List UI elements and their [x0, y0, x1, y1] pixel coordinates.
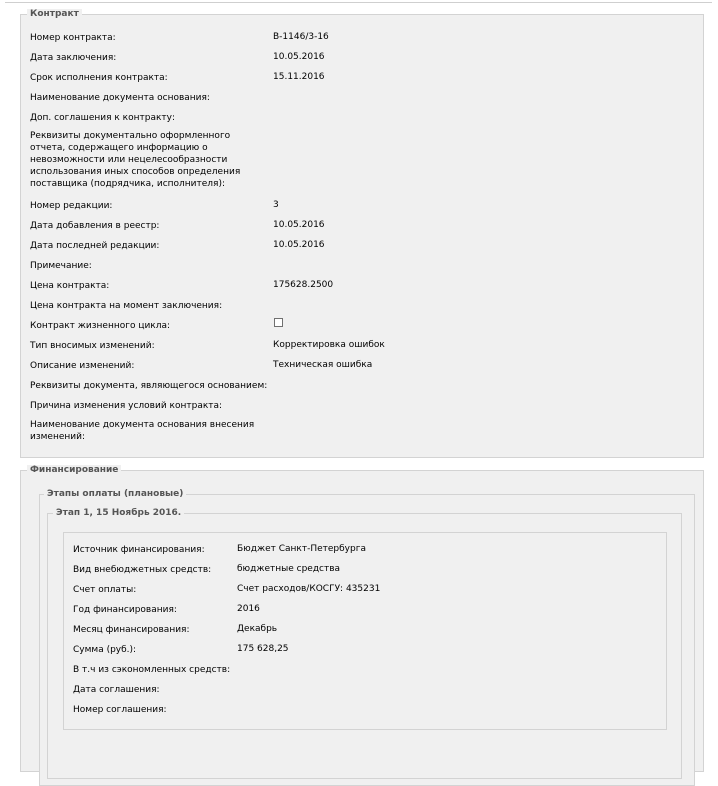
- basis-requisites-label: Реквизиты документа, являющегося основанием:: [30, 381, 268, 391]
- conclusion-date-value: 10.05.2016: [273, 52, 325, 62]
- revision-number-label: Номер редакции:: [30, 201, 113, 211]
- change-basis-document-label: [30, 419, 254, 443]
- change-description-value: Техническая ошибка: [273, 360, 373, 370]
- note-label: Примечание:: [30, 261, 92, 271]
- amount-label: Сумма (руб.):: [73, 645, 137, 655]
- financing-fieldset: [20, 465, 704, 772]
- funding-year-label: Год финансирования:: [73, 605, 177, 615]
- payment-stages-fieldset: [39, 489, 695, 786]
- agreement-date-label: Дата соглашения:: [73, 685, 160, 695]
- payment-account-label: Счет оплаты:: [73, 585, 137, 595]
- conclusion-date-label: Дата заключения:: [30, 53, 117, 63]
- payment-account-value: Счет расходов/КОСГУ: 435231: [237, 584, 381, 594]
- contract-price-value: 175628.2500: [273, 280, 334, 290]
- extrabudget-type-label: Вид внебюджетных средств:: [73, 565, 212, 575]
- registry-date-value: 10.05.2016: [273, 220, 325, 230]
- change-basis-line-1: Наименование документа основания внесения: [30, 420, 255, 430]
- lifecycle-contract-label: Контракт жизненного цикла:: [30, 321, 171, 331]
- change-type-label: Тип вносимых изменений:: [30, 341, 155, 351]
- initial-price-label: Цена контракта на момент заключения:: [30, 301, 223, 311]
- change-basis-line-2: изменений:: [30, 432, 85, 442]
- report-requisites-line-1: Реквизиты документально оформленного: [30, 131, 231, 141]
- stage-1-fieldset: [47, 508, 682, 779]
- execution-term-label: Срок исполнения контракта:: [30, 73, 168, 83]
- contract-fieldset: [20, 9, 704, 458]
- last-revision-date-label: Дата последней редакции:: [30, 241, 160, 251]
- basis-document-label: Наименование документа основания:: [30, 93, 210, 103]
- financing-legend: Финансирование: [27, 465, 121, 475]
- funding-year-value: 2016: [237, 604, 260, 614]
- execution-term-value: 15.11.2016: [273, 72, 325, 82]
- agreement-number-label: Номер соглашения:: [73, 705, 167, 715]
- last-revision-date-value: 10.05.2016: [273, 240, 325, 250]
- change-description-label: Описание изменений:: [30, 361, 135, 371]
- revision-number-value: 3: [273, 200, 279, 210]
- stage-1-legend: Этап 1, 15 Ноябрь 2016.: [53, 508, 184, 518]
- report-requisites-line-4: использования иных способов определения: [30, 167, 241, 177]
- funding-month-value: Декабрь: [237, 624, 278, 634]
- amount-value: 175 628,25: [237, 644, 289, 654]
- stage-1-details-box: [63, 532, 667, 730]
- report-requisites-label: [30, 130, 240, 190]
- funding-month-label: Месяц финансирования:: [73, 625, 190, 635]
- contract-number-value: В-1146/3-16: [273, 32, 329, 42]
- report-requisites-line-2: отчета, содержащего информацию о: [30, 143, 208, 153]
- additional-agreements-label: Доп. соглашения к контракту:: [30, 113, 176, 123]
- registry-date-label: Дата добавления в реестр:: [30, 221, 160, 231]
- contract-number-label: Номер контракта:: [30, 33, 116, 43]
- contract-price-label: Цена контракта:: [30, 281, 110, 291]
- report-requisites-line-5: поставщика (подрядчика, исполнителя):: [30, 179, 226, 189]
- funding-source-label: Источник финансирования:: [73, 545, 205, 555]
- report-requisites-line-3: невозможности или нецелесообразности: [30, 155, 228, 165]
- extrabudget-type-value: бюджетные средства: [237, 564, 341, 574]
- saved-funds-label: В т.ч из сэкономленных средств:: [73, 665, 231, 675]
- contract-legend: Контракт: [27, 9, 82, 19]
- payment-stages-legend: Этапы оплаты (плановые): [44, 489, 186, 499]
- funding-source-value: Бюджет Санкт-Петербурга: [237, 544, 366, 554]
- top-frame-edge: [5, 0, 712, 3]
- change-type-value: Корректировка ошибок: [273, 340, 385, 350]
- change-reason-label: Причина изменения условий контракта:: [30, 401, 223, 411]
- lifecycle-contract-checkbox[interactable]: [274, 318, 283, 327]
